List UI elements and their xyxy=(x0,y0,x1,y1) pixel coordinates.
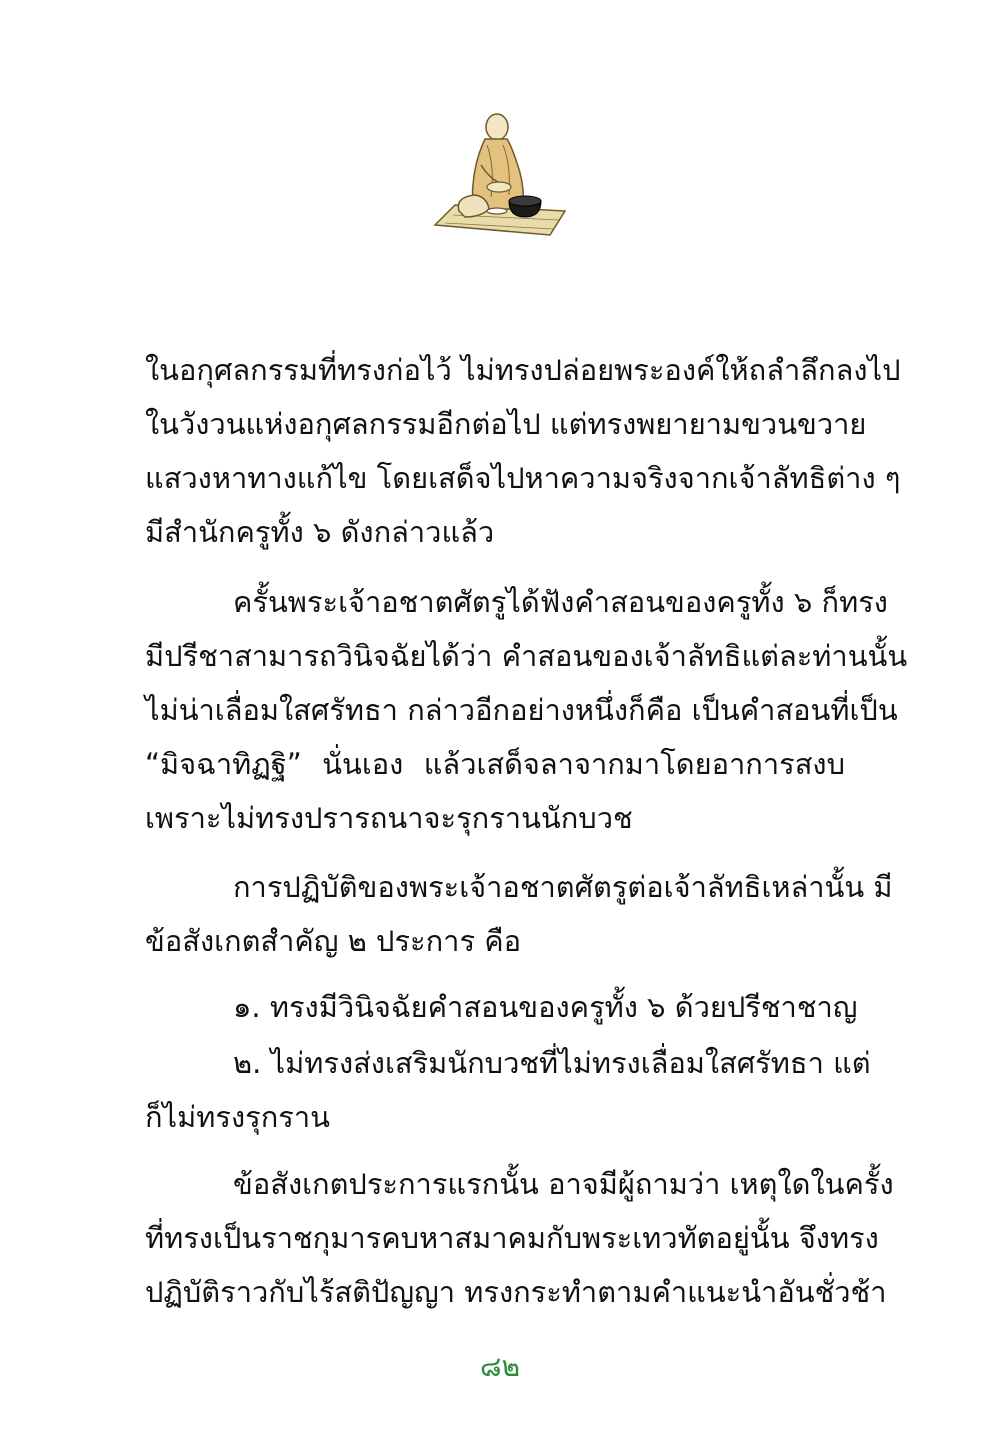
page-number: ๘๒ xyxy=(479,1350,521,1383)
text-line: ที่ทรงเป็นราชกุมารคบหาสมาคมกับพระเทวทัตอยู่นั้น จึงทรง xyxy=(145,1221,879,1255)
text-line: มีปรีชาสามารถวินิจฉัยได้ว่า คำสอนของเจ้าลัทธิแต่ละท่านนั้น xyxy=(145,639,908,673)
paragraph-3 xyxy=(145,860,893,968)
text-line: ในอกุศลกรรมที่ทรงก่อไว้ ไม่ทรงปล่อยพระองค์ให้ถลำลึกลงไป xyxy=(145,353,901,387)
text-line: ในวังวนแห่งอกุศลกรรมอีกต่อไป แต่ทรงพยายามขวนขวาย xyxy=(145,407,867,441)
text-line: ข้อสังเกตสำคัญ ๒ ประการ คือ xyxy=(145,924,522,958)
paragraph-4 xyxy=(145,1157,894,1319)
seated-monk-alms-bowl-illustration xyxy=(425,105,575,245)
list-item-1 xyxy=(145,980,858,1034)
text-line: “มิจฉาทิฏฐิ” นั่นเอง แล้วเสด็จลาจากมาโดยอาการสงบ xyxy=(145,747,845,781)
text-line: ปฏิบัติราวกับไร้สติปัญญา ทรงกระทำตามคำแนะนำอันชั่วช้า xyxy=(145,1275,887,1309)
list-item-2 xyxy=(145,1036,871,1144)
text-line: ข้อสังเกตประการแรกนั้น อาจมีผู้ถามว่า เหตุใดในครั้ง xyxy=(233,1167,894,1201)
text-line: ครั้นพระเจ้าอชาตศัตรูได้ฟังคำสอนของครูทั้ง ๖ ก็ทรง xyxy=(233,585,888,619)
paragraph-2 xyxy=(145,575,908,845)
text-line: ๒. ไม่ทรงส่งเสริมนักบวชที่ไม่ทรงเลื่อมใสศรัทธา แต่ xyxy=(233,1046,871,1080)
text-line: มีสำนักครูทั้ง ๖ ดังกล่าวแล้ว xyxy=(145,515,495,549)
text-line: ๑. ทรงมีวินิจฉัยคำสอนของครูทั้ง ๖ ด้วยปรีชาชาญ xyxy=(233,990,858,1024)
text-line: เพราะไม่ทรงปรารถนาจะรุกรานนักบวช xyxy=(145,801,633,835)
text-line: ไม่น่าเลื่อมใสศรัทธา กล่าวอีกอย่างหนึ่งก็คือ เป็นคำสอนที่เป็น xyxy=(145,693,898,727)
paragraph-1 xyxy=(145,343,901,559)
text-line: ก็ไม่ทรงรุกราน xyxy=(145,1100,330,1134)
text-line: การปฏิบัติของพระเจ้าอชาตศัตรูต่อเจ้าลัทธิเหล่านั้น มี xyxy=(233,870,893,904)
text-line: แสวงหาทางแก้ไข โดยเสด็จไปหาความจริงจากเจ้าลัทธิต่าง ๆ xyxy=(145,461,901,495)
